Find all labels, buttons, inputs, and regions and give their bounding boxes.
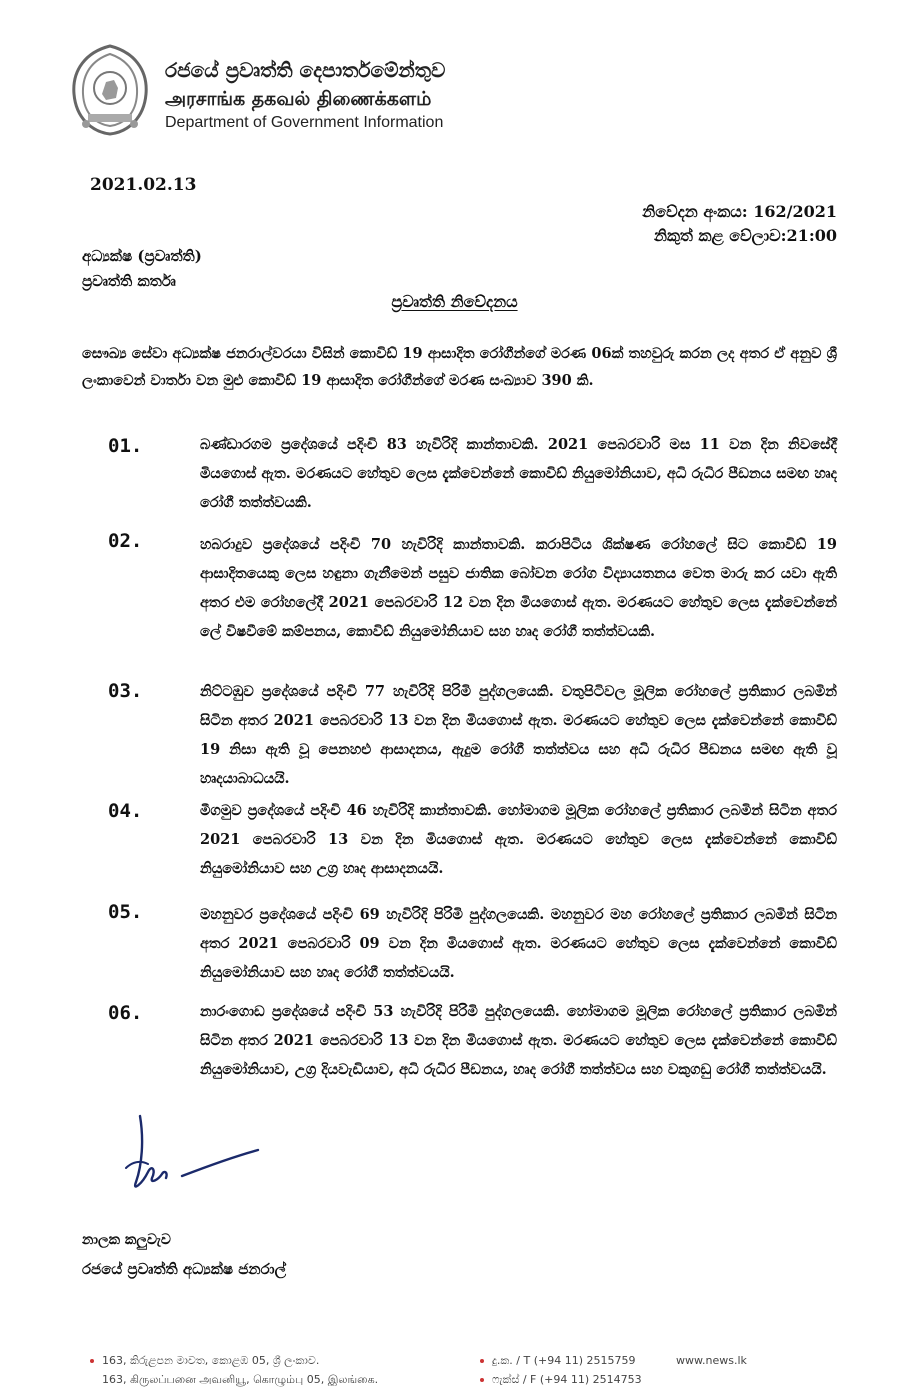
item-number: 03. [108, 680, 143, 702]
intro-paragraph: සෞඛ්‍ය සේවා අධ්‍යක්ෂ ජනරාල්වරයා විසින් කොවිඩ් 19 ආසාදිත රෝගීන්ගේ මරණ 06ක් තහවුරු කරන ලද අතර ඒ අනුව ශ්‍රී ලංකාවෙන් වාර්තා වන මුළු කොවිඩ් 19 ආසාදිත රෝගීන්ගේ මරණ සංඛ්‍යාව 390 කි. [82, 345, 837, 389]
footer-address [90, 1354, 319, 1368]
footer-phone-text: දු.ක. / T (+94 11) 2515759 [492, 1354, 636, 1367]
addressee: අධ්‍යක්ෂ (ප්‍රවෘත්ති) [82, 247, 202, 265]
item-text: මහනුවර ප්‍රදේශයේ පදිංචි 69 හැවිරිදි පිරිමි පුද්ගලයෙකි. මහනුවර මහ රෝහලේ ප්‍රතිකාර ලබමින් සිටින අතර 2021 පෙබරවාරි 09 වන දින මියගොස් ඇත. මරණයට හේතුව ලෙස දැක්වෙන්නේ කොවිඩ් නියුමෝනියාව සහ හෘද රෝගී තත්ත්වයයි. [200, 906, 837, 981]
bullet-icon [90, 1359, 94, 1363]
phone-icon [480, 1359, 484, 1363]
footer-phone [480, 1354, 636, 1368]
item-text: හබරාදුව ප්‍රදේශයේ පදිංචි 70 හැවිරිදි කාන්තාවකි. කරාපිටිය ශික්ෂණ රෝහලේ සිට කොවිඩ් 19 ආසාදිතයෙකු ලෙස හඳුනා ගැනීමෙන් පසුව ජාතික බෝවන රෝග විද්‍යායතනය වෙත මාරු කර යවා ඇති අතර එම රෝහලේදී 2021 පෙබරවාරි 12 වන දින මියගොස් ඇත. මරණයට හේතුව ලෙස දැක්වෙන්නේ ලේ විෂවීමේ කම්පනය, කොවිඩ් නියුමෝනියාව සහ හෘද රෝගී තත්ත්වයකි. [200, 536, 837, 640]
item-number: 02. [108, 530, 143, 552]
fax-icon [480, 1378, 484, 1382]
letterhead-sinhala: රජයේ ප්‍රවෘත්ති දෙපාර්තමේන්තුව [165, 58, 446, 82]
footer-address-sinhala: 163, කිරුළපන මාවත, කොළඹ 05, ශ්‍රී ලංකාව. [102, 1354, 320, 1367]
letterhead-english: Department of Government Information [165, 114, 444, 131]
footer-fax-text: ෆැක්ස් / F (+94 11) 2514753 [492, 1373, 642, 1386]
addressee: ප්‍රවෘත්ති කර්තෘ [82, 272, 176, 290]
item-number: 01. [108, 435, 143, 457]
release-number: නිවේදන අංකය: 162/2021 [642, 202, 837, 221]
signer-title: රජයේ ප්‍රවෘත්ති අධ්‍යක්ෂ ජනරාල් [82, 1260, 287, 1278]
footer-address-tamil: 163, கிருலப்பனை அவனியூ, கொழும்பு 05, இலங்கை. [102, 1373, 379, 1386]
footer-address [90, 1373, 378, 1388]
document-heading: ප්‍රවෘත්ති නිවේදනය [391, 292, 518, 311]
footer-fax [480, 1373, 642, 1387]
item-number: 04. [108, 800, 143, 822]
release-time: නිකුත් කළ වේලාව:21:00 [653, 226, 837, 245]
bullet-icon [90, 1378, 94, 1382]
item-number: 06. [108, 1002, 143, 1024]
footer-website[interactable]: www.news.lk [676, 1354, 747, 1367]
item-text: නාරංගොඩ ප්‍රදේශයේ පදිංචි 53 හැවිරිදි පිරිමි පුද්ගලයෙකි. හෝමාගම මූලික රෝහලේ ප්‍රතිකාර ලබමින් සිටින අතර 2021 පෙබරවාරි 13 වන දින මියගොස් ඇත. මරණයට හේතුව ලෙස දැක්වෙන්නේ කොවිඩ් නියුමෝනියාව, උග්‍ර දියවැඩියාව, අධි රුධිර පීඩනය, හෘද රෝගී තත්ත්වය සහ වකුගඩු රෝගී තත්ත්වයයි. [200, 1003, 837, 1078]
letterhead-tamil: அரசாங்க தகவல் திணைக்களம் [165, 88, 432, 110]
release-date: 2021.02.13 [90, 175, 197, 195]
item-text: මීගමුව ප්‍රදේශයේ පදිංචි 46 හැවිරිදි කාන්තාවකි. හෝමාගම මූලික රෝහලේ ප්‍රතිකාර ලබමින් සිටින අතර 2021 පෙබරවාරි 13 වන දින මියගොස් ඇත. මරණයට හේතුව ලෙස දැක්වෙන්නේ කොවිඩ් නියුමෝනියාව සහ උග්‍ර හෘද ආසාදනයයි. [200, 802, 837, 877]
item-text: බණ්ඩාරගම ප්‍රදේශයේ පදිංචි 83 හැවිරිදි කාන්තාවකි. 2021 පෙබරවාරි මස 11 වන දින නිවසේදී මියගොස් ඇත. මරණයට හේතුව ලෙස දැක්වෙන්නේ කොවිඩ් නියුමෝනියාව, අධි රුධිර පීඩනය සමඟ හෘද රෝගී තත්ත්වයකි. [200, 436, 837, 511]
item-number: 05. [108, 901, 143, 923]
signer-name: නාලක කලුවැව [82, 1232, 171, 1248]
handwritten-signature-icon [118, 1110, 268, 1210]
item-text: නිට්ටඹුව ප්‍රදේශයේ පදිංචි 77 හැවිරිදි පිරිමි පුද්ගලයෙකි. වතුපිටිවල මූලික රෝහලේ ප්‍රතිකාර ලබමින් සිටින අතර 2021 පෙබරවාරි 13 වන දින මියගොස් ඇත. මරණයට හේතුව ලෙස දැක්වෙන්නේ කොවිඩ් 19 නිසා ඇති වූ පෙනහළු ආසාදනය, ඇදුම රෝගී තත්ත්වය සහ අධි රුධිර පීඩනය සමඟ ඇති වූ හෘදයාබාධයයි. [200, 683, 837, 787]
sri-lanka-emblem-icon [66, 42, 154, 138]
